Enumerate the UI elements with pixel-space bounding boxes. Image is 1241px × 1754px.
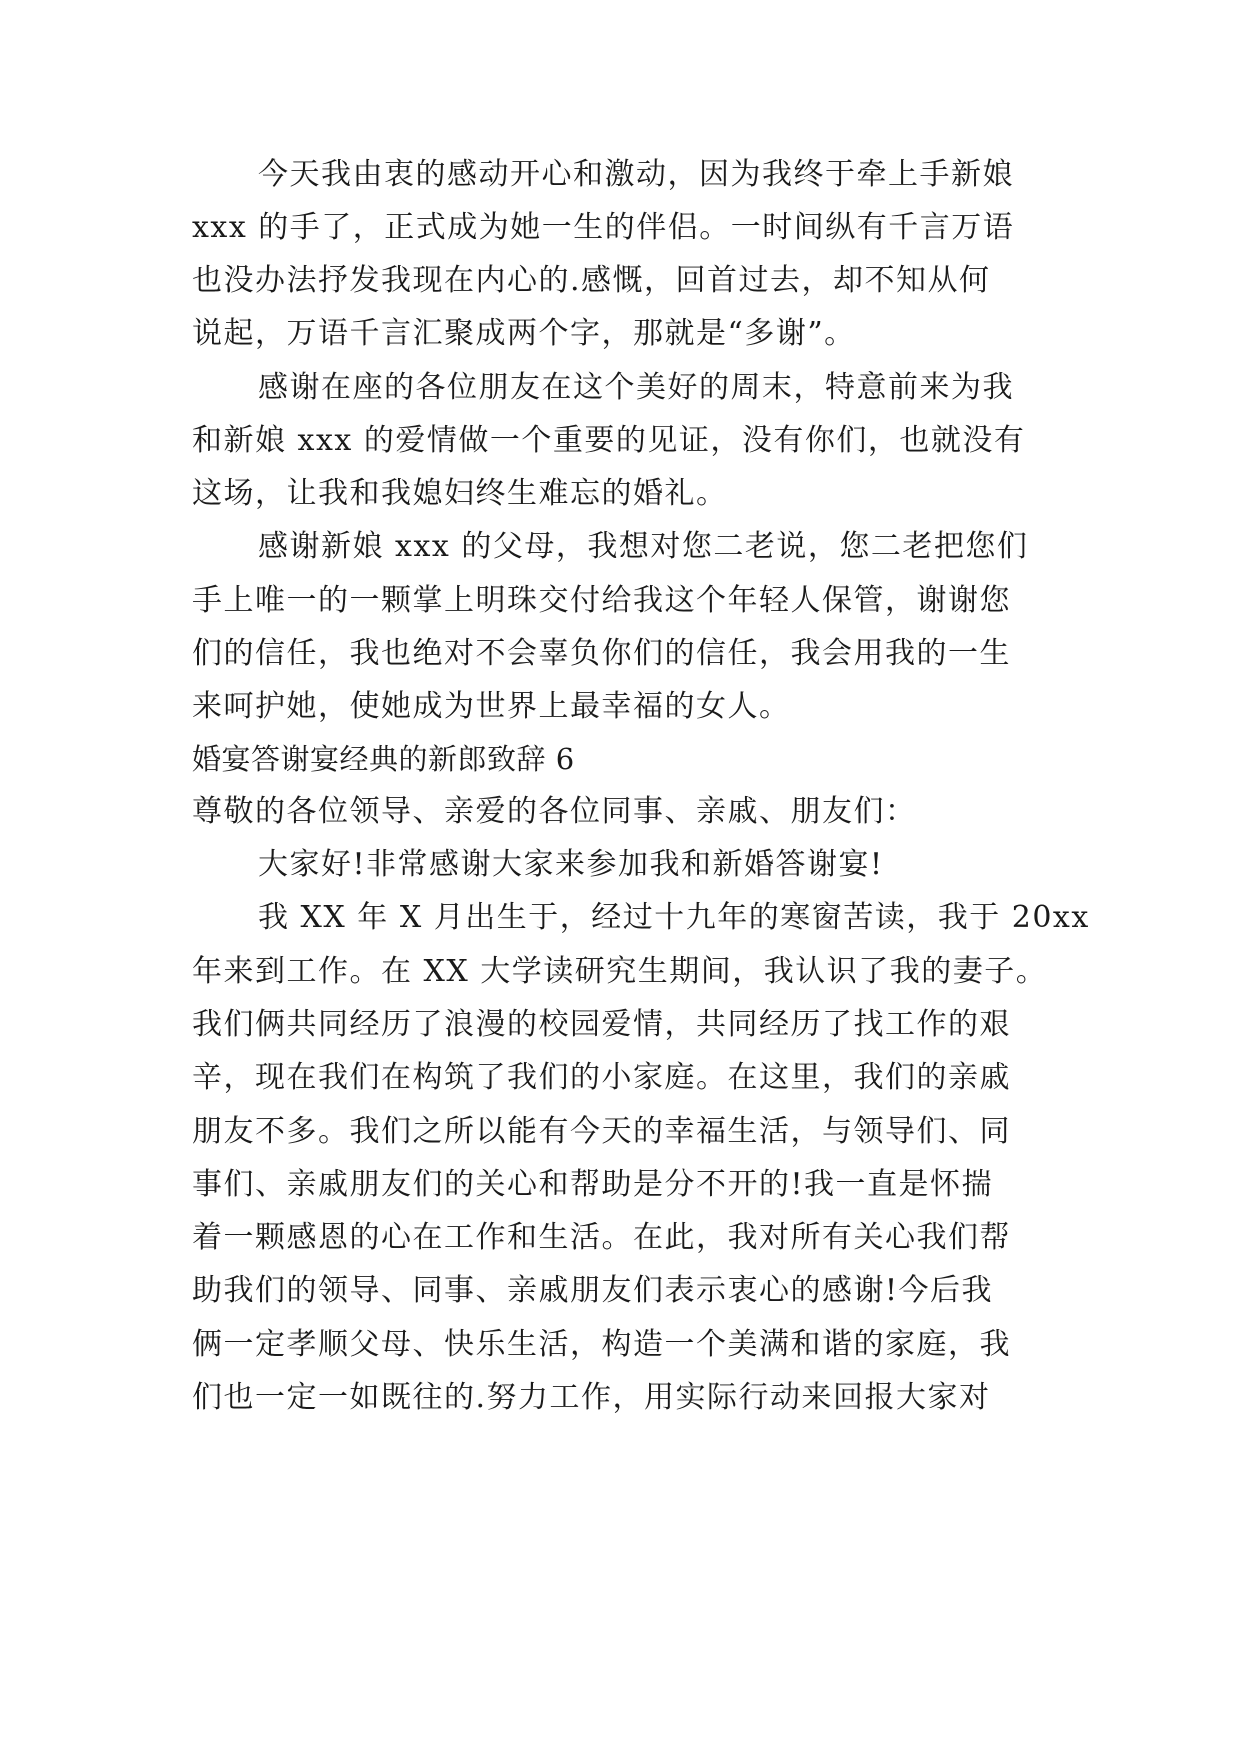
paragraph-line: 助我们的领导、同事、亲戚朋友们表示衷心的感谢!今后我	[192, 1273, 994, 1308]
paragraph-line: 事们、亲戚朋友们的关心和帮助是分不开的!我一直是怀揣	[192, 1167, 994, 1202]
paragraph-line: 俩一定孝顺父母、快乐生活，构造一个美满和谐的家庭，我	[192, 1327, 1011, 1362]
paragraph-line: 朋友不多。我们之所以能有今天的幸福生活，与领导们、同	[192, 1114, 1011, 1149]
paragraph-line: 也没办法抒发我现在内心的.感慨，回首过去，却不知从何	[192, 263, 991, 298]
salutation-line: 尊敬的各位领导、亲爱的各位同事、亲戚、朋友们：	[192, 794, 917, 829]
paragraph-line: 们的信任，我也绝对不会辜负你们的信任，我会用我的一生	[192, 636, 1011, 671]
paragraph-line: xxx 的手了，正式成为她一生的伴侣。一时间纵有千言万语	[192, 210, 1015, 245]
paragraph-line: 年来到工作。在 XX 大学读研究生期间，我认识了我的妻子。	[192, 954, 1048, 989]
paragraph-line: 说起，万语千言汇聚成两个字，那就是“多谢”。	[192, 316, 856, 351]
paragraph-line: 大家好!非常感谢大家来参加我和新婚答谢宴!	[258, 847, 884, 882]
paragraph-line: 这场，让我和我媳妇终生难忘的婚礼。	[192, 476, 728, 511]
paragraph-line: 着一颗感恩的心在工作和生活。在此，我对所有关心我们帮	[192, 1220, 1011, 1255]
paragraph-line: 我 XX 年 X 月出生于，经过十九年的寒窗苦读，我于 20xx	[258, 900, 1090, 935]
paragraph-line: 来呵护她，使她成为世界上最幸福的女人。	[192, 689, 791, 724]
paragraph-line: 感谢在座的各位朋友在这个美好的周末，特意前来为我	[258, 370, 1014, 405]
paragraph-line: 们也一定一如既往的.努力工作，用实际行动来回报大家对	[192, 1380, 991, 1415]
paragraph-line: 和新娘 xxx 的爱情做一个重要的见证，没有你们，也就没有	[192, 423, 1026, 458]
paragraph-line: 我们俩共同经历了浪漫的校园爱情，共同经历了找工作的艰	[192, 1007, 1011, 1042]
paragraph-line: 手上唯一的一颗掌上明珠交付给我这个年轻人保管，谢谢您	[192, 583, 1011, 618]
paragraph-line: 今天我由衷的感动开心和激动，因为我终于牵上手新娘	[258, 157, 1014, 192]
paragraph-line: 辛，现在我们在构筑了我们的小家庭。在这里，我们的亲戚	[192, 1060, 1011, 1095]
paragraph-line: 感谢新娘 xxx 的父母，我想对您二老说，您二老把您们	[258, 529, 1029, 564]
section-heading: 婚宴答谢宴经典的新郎致辞 6	[192, 742, 575, 776]
